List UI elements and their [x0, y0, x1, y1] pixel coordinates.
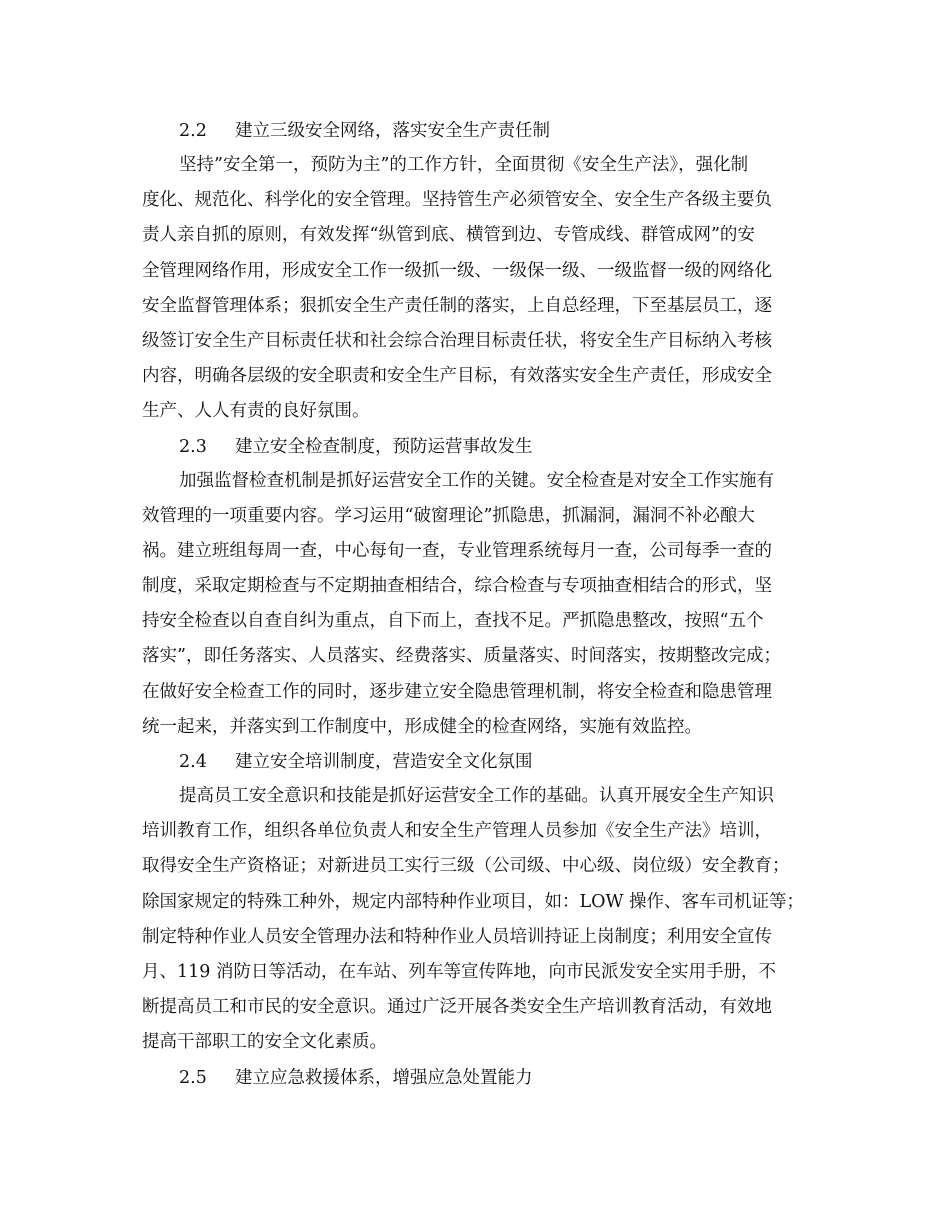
paragraph-line: 断提高员工和市民的安全意识。通过广泛开展各类安全生产培训教育活动，有效地	[142, 997, 772, 1018]
paragraph-line: 祸。建立班组每周一查，中心每旬一查，专业管理系统每月一查，公司每季一查的	[142, 540, 772, 561]
paragraph-line: 统一起来，并落实到工作制度中，形成健全的检查网络，实施有效监控。	[142, 716, 702, 737]
paragraph-line: 提高干部职工的安全文化素质。	[142, 1032, 387, 1053]
paragraph-line: 加强监督检查机制是抓好运营安全工作的关键。安全检查是对安全工作实施有	[179, 470, 774, 491]
paragraph-line: 在做好安全检查工作的同时，逐步建立安全隐患管理机制，将安全检查和隐患管理	[142, 681, 772, 702]
section-paragraph	[142, 779, 812, 1061]
document-body	[142, 114, 812, 1095]
paragraph-line: 月、119 消防日等活动，在车站、列车等宣传阵地，向市民派发安全实用手册，不	[142, 961, 776, 982]
paragraph-line: 内容，明确各层级的安全职责和安全生产目标，有效落实安全生产责任，形成安全	[142, 366, 772, 387]
paragraph-line: 生产、人人有责的良好氛围。	[142, 401, 370, 422]
section-paragraph	[142, 464, 812, 746]
paragraph-line: 效管理的一项重要内容。学习运用“破窗理论”抓隐患，抓漏洞，漏洞不补必酿大	[142, 505, 755, 526]
paragraph-line: 责人亲自抓的原则，有效发挥“纵管到底、横管到边、专管成线、群管成网”的安	[142, 225, 755, 246]
section-paragraph	[142, 148, 812, 430]
section-heading	[142, 430, 812, 464]
paragraph-line: 级签订安全生产目标责任状和社会综合治理目标责任状，将安全生产目标纳入考核	[142, 330, 772, 351]
section-heading	[142, 745, 812, 779]
paragraph-line: 坚持”安全第一，预防为主”的工作方针，全面贯彻《安全生产法》，强化制	[179, 155, 749, 175]
paragraph-line: 度化、规范化、科学化的安全管理。坚持管生产必须管安全、安全生产各级主要负	[142, 190, 772, 211]
paragraph-line: 安全监督管理体系；狠抓安全生产责任制的落实，上自总经理，下至基层员工，逐	[142, 295, 772, 316]
section-title: 建立安全培训制度，营造安全文化氛围	[235, 752, 533, 772]
section-number: 2.2	[179, 121, 207, 141]
section-number: 2.4	[179, 752, 207, 772]
section-title: 建立三级安全网络，落实安全生产责任制	[235, 121, 550, 141]
paragraph-line: 取得安全生产资格证；对新进员工实行三级（公司级、中心级、岗位级）安全教育；	[142, 856, 790, 877]
paragraph-line: 除国家规定的特殊工种外，规定内部特种作业项目，如：LOW 操作、客车司机证等；	[142, 891, 805, 912]
paragraph-line: 制度，采取定期检查与不定期抽查相结合，综合检查与专项抽查相结合的形式，坚	[142, 576, 772, 597]
paragraph-line: 提高员工安全意识和技能是抓好运营安全工作的基础。认真开展安全生产知识	[179, 786, 774, 806]
section-heading	[142, 114, 812, 148]
section-number: 2.3	[179, 436, 207, 457]
paragraph-line: 培训教育工作，组织各单位负责人和安全生产管理人员参加《安全生产法》培训，	[142, 821, 772, 842]
paragraph-line: 制定特种作业人员安全管理办法和特种作业人员培训持证上岗制度；利用安全宣传	[142, 926, 772, 947]
section-number: 2.5	[179, 1067, 207, 1088]
paragraph-line: 持安全检查以自查自纠为重点，自下而上，查找不足。严抓隐患整改，按照“五个	[142, 611, 764, 632]
section-heading	[142, 1061, 812, 1095]
paragraph-line: 全管理网络作用，形成安全工作一级抓一级、一级保一级、一级监督一级的网络化	[142, 260, 772, 281]
section-title: 建立应急救援体系，增强应急处置能力	[235, 1067, 533, 1088]
paragraph-line: 落实”，即任务落实、人员落实、经费落实、质量落实、时间落实，按期整改完成；	[142, 646, 781, 667]
section-title: 建立安全检查制度，预防运营事故发生	[235, 436, 533, 457]
